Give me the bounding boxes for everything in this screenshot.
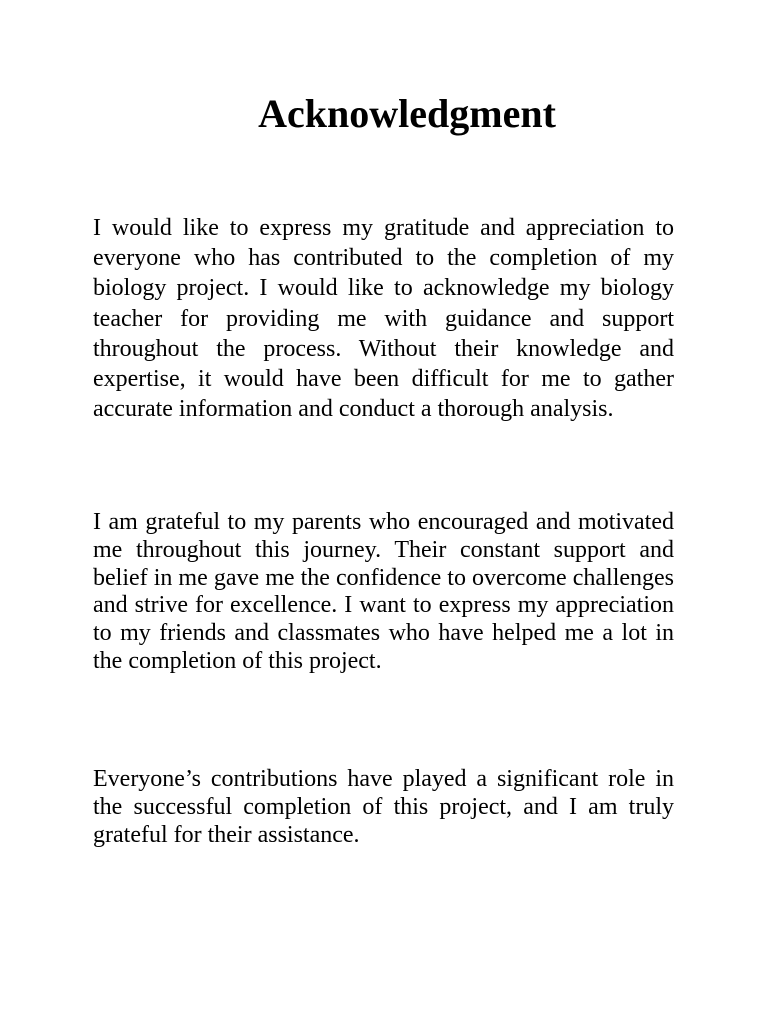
page-title [0, 90, 768, 138]
paragraph-gratitude: I would like to express my gratitude and appreciation to everyone who has contributed to the completion of my biology project. I would like to acknowledge my biology teacher for providing me with guidance and support throughout the process. Without their knowledge and expertise, it would have been difficult for me to gather accurate information and conduct a thorough analysis. [93, 215, 674, 423]
page-title-text: Acknowledgment [258, 91, 556, 136]
paragraph-parents: I am grateful to my parents who encouraged and motivated me throughout this journey. Their constant support and belief in me gave me the confidence to overcome challenges and strive for excellence. I want to express my appreciation to my friends and classmates who have helped me a lot in the completion of this project. [93, 509, 674, 674]
paragraph-contributions: Everyone’s contributions have played a significant role in the successful completion of this project, and I am truly grateful for their assistance. [93, 766, 674, 848]
